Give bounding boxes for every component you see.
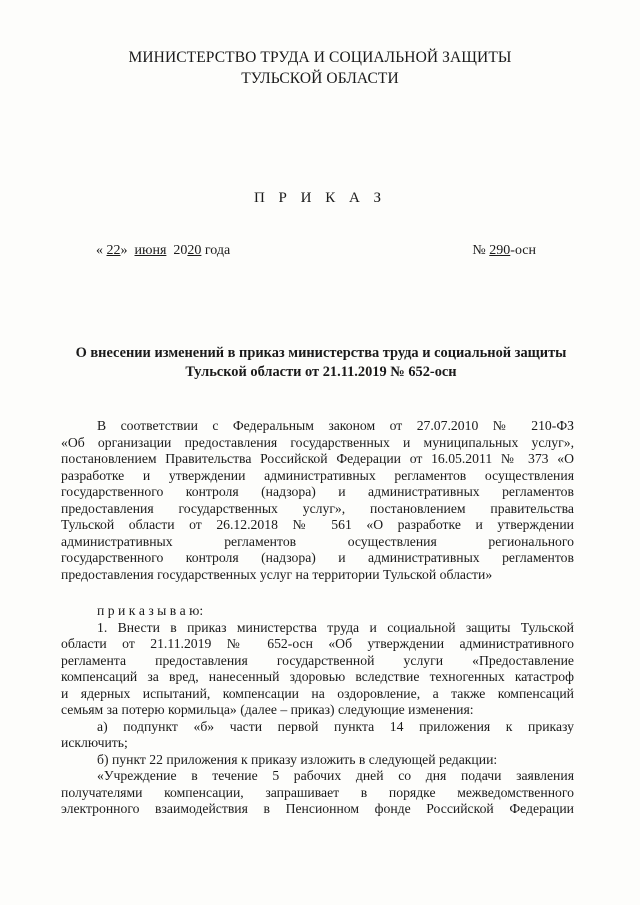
item1-line: и ядерных испытаний, компенсации на оздоровление, а также компенсаций (61, 685, 574, 701)
subject-line-1: О внесении изменений в приказ министерства труда и социальной защиты (75, 345, 567, 361)
preamble-line: «Об организации предоставления государственных и муниципальных услуг», (61, 434, 574, 450)
ministry-header (0, 47, 640, 89)
quote-line: «Учреждение в течение 5 рабочих дней со дня подачи заявления (97, 768, 574, 783)
order-title: П Р И К А З (253, 190, 387, 206)
subitem-a-line: исключить; (61, 735, 128, 750)
date-year-word: года (204, 243, 231, 258)
date-year-suffix: 20 (187, 243, 202, 258)
preamble-line: государственного контроля (надзора) и административных регламентов (61, 484, 574, 499)
number-value: 290 (489, 243, 511, 258)
preamble-line: разработке и утверждении административных регламентов осуществления (61, 467, 574, 483)
date-day: 22 (106, 243, 121, 258)
order-subject (40, 344, 602, 382)
date-quote-close: » (120, 243, 128, 258)
date-month: июня (134, 243, 167, 258)
quote-line: электронного взаимодействия в Пенсионном фонде Российской Федерации (61, 801, 574, 816)
subitem-a-line: а) подпункт «б» части первой пункта 14 приложения к приказу (97, 718, 574, 734)
preamble-line: постановлением Правительства Российской Федерации от 16.05.2011 № 373 «О (61, 451, 574, 466)
quote-line: получателями компенсации, запрашивает в порядке межведомственного (61, 784, 574, 800)
document-body (61, 418, 574, 818)
order-word: п р и к а з ы в а ю: (97, 603, 204, 618)
preamble-line: предоставления государственных услуг», постановлением правительства (61, 500, 574, 516)
subject-line-2: Тульской области от 21.11.2019 № 652-осн (185, 364, 457, 380)
order-date (96, 243, 230, 259)
item1-line: 1. Внести в приказ министерства труда и социальной защиты Тульской (97, 619, 574, 635)
preamble-line: В соответствии с Федеральным законом от 27.07.2010 № 210-ФЗ (97, 418, 574, 433)
number-sign: № (472, 243, 486, 258)
ministry-line-1: МИНИСТЕРСТВО ТРУДА И СОЦИАЛЬНОЙ ЗАЩИТЫ (128, 49, 512, 66)
item1-line: компенсаций за вред, нанесенный здоровью вследствие техногенных катастроф (61, 669, 574, 684)
date-year-prefix: 20 (173, 243, 188, 258)
preamble-line: предоставления государственных услуг на территории Тульской области» (61, 566, 493, 582)
preamble-line: Тульской области от 26.12.2018 № 561 «О разработке и утверждении (61, 517, 574, 532)
date-quote-open: « (96, 243, 103, 258)
item1-line: регламента предоставления государственной услуги «Предоставление (61, 652, 574, 668)
preamble-line: государственного контроля (надзора) и административных регламентов (61, 550, 574, 565)
subitem-b-line: б) пункт 22 приложения к приказу изложить в следующей редакции: (97, 751, 498, 767)
item1-line: области от 21.11.2019 № 652-осн «Об утверждении административного (61, 636, 574, 651)
item1-line: семьям за потерю кормильца» (далее – приказ) следующие изменения: (61, 702, 474, 717)
preamble-line: административных регламентов осуществления регионального (61, 533, 574, 549)
number-suffix: -осн (510, 243, 536, 258)
ministry-line-2: ТУЛЬСКОЙ ОБЛАСТИ (241, 70, 399, 87)
order-number (472, 243, 536, 259)
